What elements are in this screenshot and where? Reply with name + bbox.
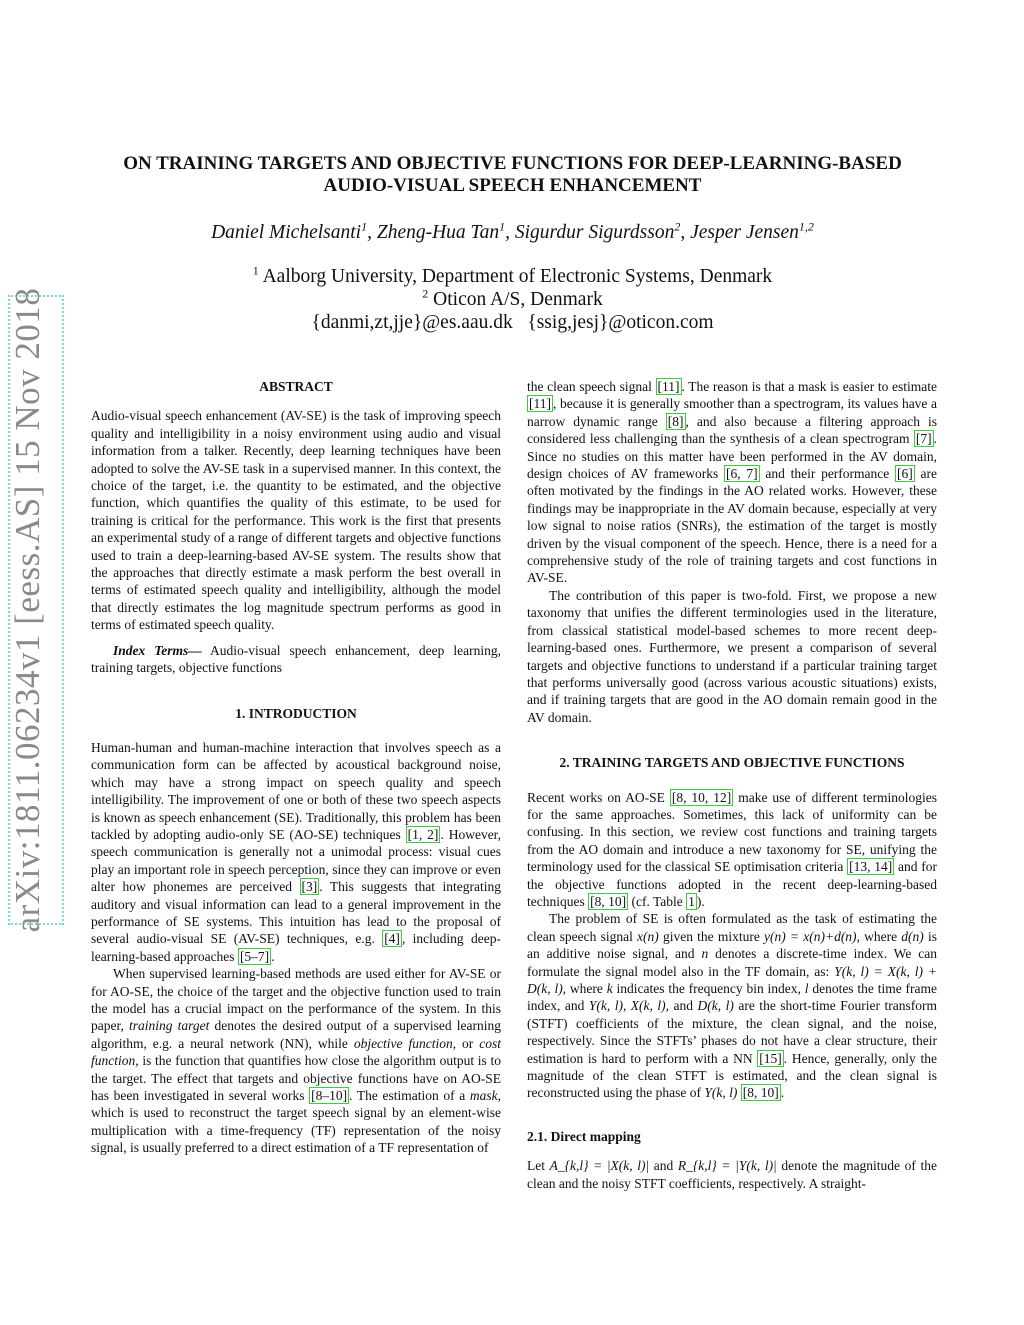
index-terms-label: Index Terms—: [113, 642, 202, 658]
affil-mark: 1: [252, 263, 259, 278]
index-terms: [91, 642, 501, 677]
affil-mark: 2: [422, 286, 429, 301]
author-affil-mark: 1,2: [798, 219, 814, 234]
section-1-heading: 1. INTRODUCTION: [235, 705, 357, 721]
citation-link[interactable]: [6, 7]: [725, 466, 758, 482]
affil-text: Aalborg University, Department of Electronic Systems, Denmark: [258, 266, 773, 287]
affiliation-2: [95, 286, 930, 311]
author-emails: {danmi,zt,jje}@es.aau.dk {ssig,jesj}@oticon.com: [311, 312, 714, 333]
section-2-heading: 2. TRAINING TARGETS AND OBJECTIVE FUNCTIONS: [559, 755, 905, 771]
subsection-2-1-heading: 2.1. Direct mapping: [527, 1128, 641, 1144]
citation-link[interactable]: [5–7]: [239, 948, 270, 964]
index-terms-text: Audio-visual speech enhancement, deep learning, training targets, objective functions: [91, 642, 501, 676]
citation-link[interactable]: [15]: [759, 1050, 782, 1066]
citation-link[interactable]: [8]: [667, 413, 684, 429]
affiliation-1: [95, 263, 930, 288]
citation-link[interactable]: [8, 10, 12]: [671, 789, 732, 805]
paper-title: [95, 153, 930, 197]
subsection-2-1-paragraph: Let A_{k,l} = |X(k, l)| and R_{k,l} = |Y(k, l)| denote the magnitude of the clean and the noisy STFT coefficients, respectively. A straight-: [527, 1158, 937, 1191]
table-link[interactable]: 1: [688, 893, 695, 909]
citation-link[interactable]: [8, 10]: [742, 1085, 779, 1101]
abstract-heading: ABSTRACT: [259, 379, 333, 394]
citation-link[interactable]: [3]: [301, 879, 318, 895]
citation-link[interactable]: [11]: [657, 379, 680, 394]
author-affil-mark: 1: [361, 219, 368, 234]
title-line-1: ON TRAINING TARGETS AND OBJECTIVE FUNCTIONS FOR DEEP-LEARNING-BASED: [123, 153, 902, 174]
citation-link[interactable]: [7]: [915, 431, 932, 447]
author-name: , Zheng-Hua Tan: [367, 222, 500, 243]
citation-link[interactable]: [6]: [897, 466, 913, 482]
section-2-paragraph-1: Recent works on AO-SE [8, 10, 12] make use of different terminologies for the same approaches. Sometimes, this lack of uniformity can be confusing. In this section, we review cost functions and training targets from the AO domain and introduce a new taxonomy for SE, unifying the terminology used for the classical SE optimisation criteria [13, 14] and for the objective functions adopted in the recent deep-learning-based techniques [8, 10] (cf. Table 1 ).: [527, 789, 938, 909]
author-affil-mark: 1: [499, 219, 506, 234]
author-name: , Jesper Jensen: [680, 222, 799, 243]
section-2-paragraph-2: The problem of SE is often formulated as the task of estimating the clean speech signal x(n) given the mixture y(n) = x(n)+d(n), where d(n) is an additive noise signal, and n denotes a discrete-time index. We can formulate the signal model also in the TF domain, as: Y(k, l) = X(k, l) + D(k, l), where k indicates the frequency bin index, l denotes the time frame index, and Y(k, l), X(k, l), and D(k, l) are the short-time Fourier transform (STFT) coefficients of the mixture, the clean signal, and the noise, respectively. Since the STFTs’ phases do not have a clear structure, their estimation is hard to perform with a NN [15] . Hence, generally, only the magnitude of the clean STFT is estimated, and the clean signal is reconstructed using the phase of Y(k, l) [8, 10] .: [527, 911, 938, 1101]
title-line-2: AUDIO-VISUAL SPEECH ENHANCEMENT: [323, 175, 702, 196]
citation-link[interactable]: [8–10]: [311, 1088, 348, 1104]
citation-link[interactable]: [8, 10]: [590, 893, 627, 909]
intro-paragraph-3: The contribution of this paper is two-fold. First, we propose a new taxonomy that unifies the different terminologies used in the literature, from classical statistical model-based schemes to more recent deep-learning-based ones. Furthermore, we present a comparison of several targets and objective functions to understand if a particular training target that performs universally good (across various acoustic situations) exists, and if training targets that are good in the AO domain remain good in the AV domain.: [527, 587, 937, 725]
citation-link[interactable]: [4]: [384, 931, 400, 947]
affil-text: Oticon A/S, Denmark: [428, 289, 603, 310]
intro-paragraph-2-continued: the clean speech signal [11] . The reason is that a mask is easier to estimate [11] , because it is generally smoother than a spectrogram, its values have a narrow dynamic range [8] , and also because a filtering approach is considered less challenging than the synthesis of a clean spectrogram [7] . Since no studies on this matter have been performed in the AV domain, design choices of AV frameworks [6, 7] and their performance [6] are often motivated by the findings in the AO related works. However, these findings may be inappropriate in the AV domain because, especially at very low signal to noise ratios (SNRs), the estimation of the target is mostly driven by the visual component of the speech. Hence, there is a need for a comprehensive study of the role of training targets and cost functions in AV-SE.: [527, 379, 938, 586]
arxiv-identifier: arXiv:1811.06234v1 [eess.AS] 15 Nov 2018: [8, 287, 47, 933]
right-column: [527, 378, 937, 1192]
intro-paragraph-2: When supervised learning-based methods are used either for AV-SE or for AO-SE, the choice of the target and the objective function used to train the model has a crucial impact on the performance of the system. In this paper, training target denotes the desired output of a supervised learning algorithm, e.g. a neural network (NN), while objective function, or cost function, is the function that quantifies how close the algorithm output is to the target. The effect that targets and objective functions have on AO-SE has been investigated in several works [8–10] . The estimation of a mask, which is used to reconstruct the target speech signal by an element-wise multiplication with a time-frequency (TF) representation of the noisy signal, is usually preferred to a direct estimation of a TF representation of: [91, 966, 501, 1156]
citation-link[interactable]: [13, 14]: [849, 859, 893, 875]
intro-paragraph-1: Human-human and human-machine interaction that involves speech as a communication form can be affected by acoustical background noise, which may have a strong impact on speech quality and speech intelligibility. The improvement of one or both of these two speech aspects is known as speech enhancement (SE). Traditionally, this problem has been tackled by adopting audio-only SE (AO-SE) techniques [1, 2] . However, speech communication is generally not a unimodal process: visual cues play an important role in speech perception, since they can improve or even alter how phonemes are perceived [3] . This suggests that integrating auditory and visual information can lead to a general improvement in the performance of SE systems. This intuition has lead to the proposal of several audio-visual SE (AV-SE) techniques, e.g. [4] , including deep-learning-based approaches [5–7] .: [91, 739, 502, 964]
abstract-text: Audio-visual speech enhancement (AV-SE) is the task of improving speech quality and intelligibility in a noisy environment using audio and visual information from a talker. Recently, deep learning techniques have been adopted to solve the AV-SE task in a supervised manner. In this context, the choice of the target, i.e. the quantity to be estimated, and the objective function, which quantifies the quality of this estimate, to be used for training is critical for the performance. This work is the first that presents an experimental study of a range of different targets and objective functions used to train a deep-learning-based AV-SE system. The results show that the approaches that directly estimate a mask perform the best overall in terms of estimated speech quality and intelligibility, although the model that directly estimates the log magnitude spectrum performs as good in terms of estimated speech quality.: [91, 408, 501, 633]
citation-link[interactable]: [1, 2]: [407, 826, 439, 842]
author-affil-mark: 2: [674, 219, 681, 234]
author-name: Daniel Michelsanti: [211, 222, 362, 243]
author-name: , Sigurdur Sigurdsson: [505, 222, 675, 243]
citation-link[interactable]: [11]: [529, 396, 551, 412]
left-column: [91, 378, 501, 1157]
author-list: [95, 219, 930, 244]
